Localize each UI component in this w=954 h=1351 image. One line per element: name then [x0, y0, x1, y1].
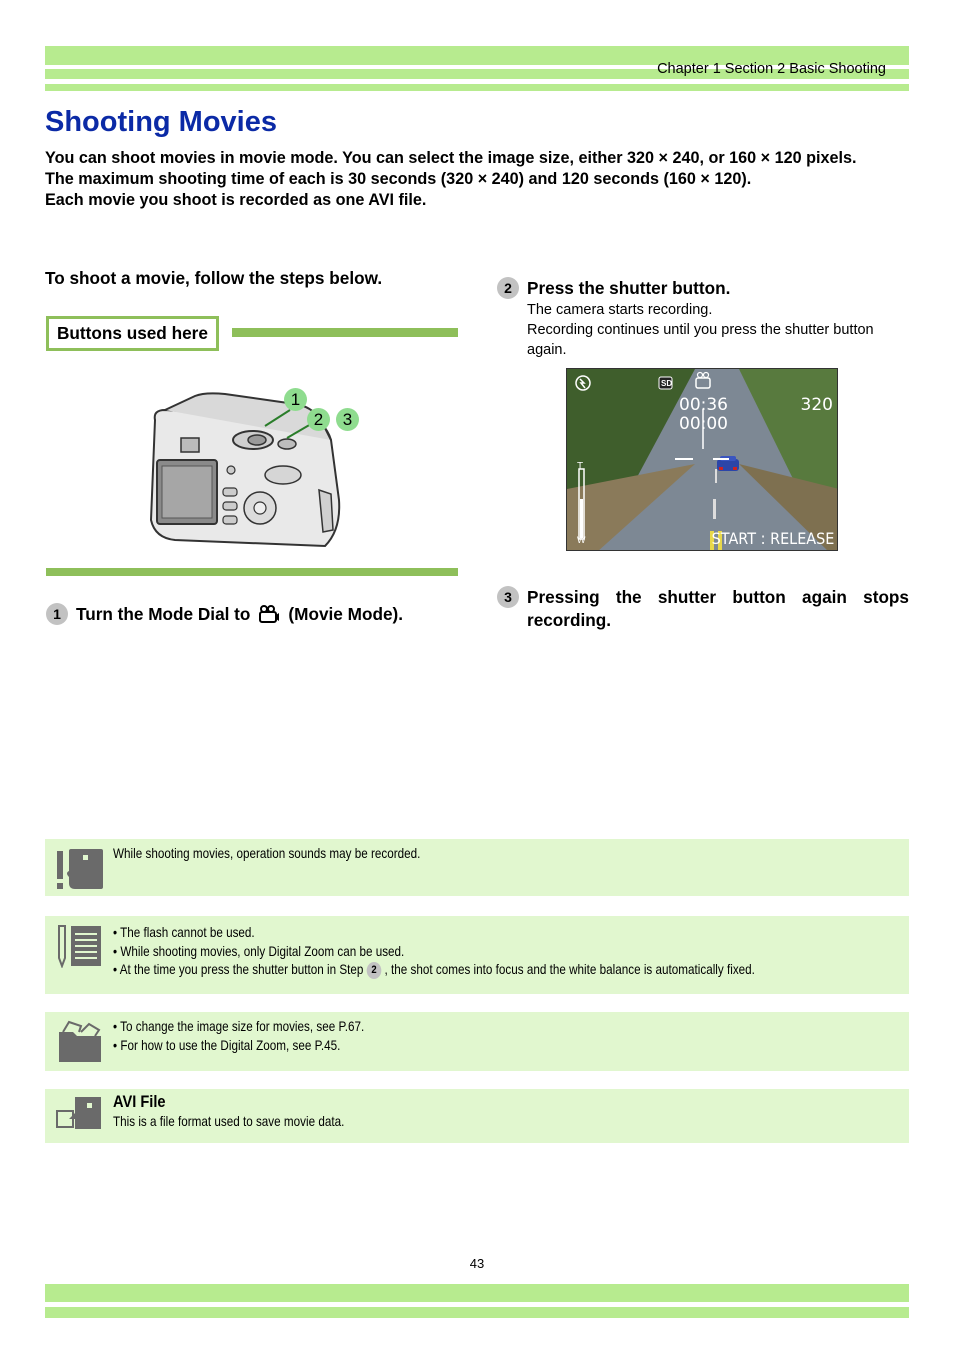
memo-line: • While shooting movies, only Digital Zoom can be used. — [113, 943, 405, 959]
step-1 — [46, 603, 403, 625]
memo-note — [45, 916, 909, 994]
term-text — [113, 1091, 344, 1132]
term-icon — [55, 1095, 105, 1139]
buttons-rule — [232, 328, 458, 337]
step-1-text-after: (Movie Mode). — [288, 603, 404, 624]
memo-step-before: • At the time you press the shutter button in Step — [113, 962, 364, 977]
header-band-bottom — [45, 84, 909, 91]
reference-text — [113, 1018, 364, 1055]
step-2-body-line: The camera starts recording. — [527, 302, 713, 318]
reference-line: • To change the image size for movies, see P.67. — [113, 1019, 365, 1034]
term-note — [45, 1089, 909, 1143]
zoom-tele-label: T — [577, 461, 584, 472]
step-1-text-before: Turn the Mode Dial to — [76, 603, 251, 624]
chapter-header: Chapter 1 Section 2 Basic Shooting — [657, 61, 886, 77]
step-3 — [497, 586, 909, 632]
footer-band-bottom — [45, 1307, 909, 1318]
camera-illustration — [135, 380, 355, 560]
caution-text: While shooting movies, operation sounds may be recorded. — [113, 846, 421, 861]
sd-card-icon: SD — [661, 379, 673, 388]
memo-line — [113, 961, 755, 980]
step-number: 2 — [497, 277, 519, 299]
image-size: 320 — [800, 395, 833, 415]
step-2-body-line: Recording continues until you press the shutter button again. — [527, 322, 874, 358]
step-2 — [497, 277, 912, 360]
buttons-bottom-rule — [46, 568, 458, 576]
intro-text — [45, 148, 910, 211]
elapsed-time: 00:36 — [679, 395, 728, 415]
callout-3: 3 — [336, 408, 359, 431]
reference-folder-icon — [55, 1020, 105, 1064]
step-number: 1 — [46, 603, 68, 625]
memo-icon — [55, 924, 105, 968]
step-3-title: Pressing the shutter button again stops recording. — [527, 587, 909, 630]
memo-step-number: 2 — [367, 962, 382, 979]
step-2-body — [527, 300, 912, 360]
reference-note — [45, 1012, 909, 1071]
intro-line: You can shoot movies in movie mode. You can select the image size, either 320 × 240, or 160 × 120 pixels. — [45, 149, 857, 167]
step-2-title: Press the shutter button. — [527, 278, 731, 298]
buttons-used-label: Buttons used here — [46, 316, 219, 351]
term-body: This is a file format used to save movie data. — [113, 1114, 345, 1129]
footer-band-top — [45, 1284, 909, 1302]
callout-2: 2 — [307, 408, 330, 431]
steps-heading: To shoot a movie, follow the steps below. — [45, 268, 383, 288]
reference-line: • For how to use the Digital Zoom, see P.45. — [113, 1037, 341, 1053]
page-number: 43 — [469, 1256, 485, 1271]
intro-line: The maximum shooting time of each is 30 seconds (320 × 240) and 120 seconds (160 × 120). — [45, 170, 752, 188]
movie-camera-icon — [258, 605, 280, 623]
zoom-wide-label: W — [577, 535, 586, 545]
page-title: Shooting Movies — [45, 106, 277, 138]
memo-step-after: , the shot comes into focus and the white balance is automatically fixed. — [384, 962, 755, 977]
memo-text — [113, 924, 755, 980]
callout-1: 1 — [284, 388, 307, 411]
record-status: START : RELEASE — [711, 529, 834, 548]
lcd-screen — [566, 368, 838, 551]
term-title: AVI File — [113, 1092, 166, 1111]
intro-line: Each movie you shoot is recorded as one AVI file. — [45, 191, 427, 209]
step-number: 3 — [497, 586, 519, 608]
caution-note — [45, 839, 909, 896]
caution-icon — [55, 847, 105, 891]
remaining-time: 00:00 — [679, 414, 728, 434]
memo-line: • The flash cannot be used. — [113, 925, 255, 940]
